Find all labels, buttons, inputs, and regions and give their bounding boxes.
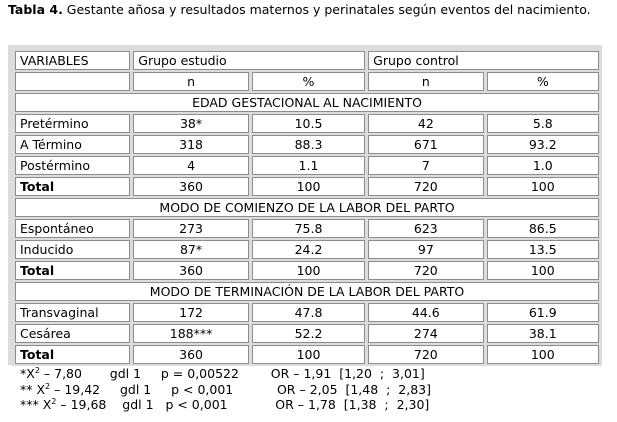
study-pct-cell: 47.8 <box>252 303 365 322</box>
control-n-cell: 720 <box>368 345 483 364</box>
header-control-pct: % <box>487 72 599 91</box>
control-pct-cell: 93.2 <box>487 135 599 154</box>
note-superscript: 2 <box>51 397 57 406</box>
note-prefix: *X <box>20 366 35 381</box>
results-table <box>12 49 602 366</box>
table-row <box>15 177 599 196</box>
table-row <box>15 114 599 133</box>
note-prefix: ** X <box>20 381 46 397</box>
study-n-cell: 360 <box>133 345 249 364</box>
section-header-row <box>15 198 599 217</box>
table-row <box>15 303 599 322</box>
control-n-cell: 720 <box>368 261 483 280</box>
row-label: A Término <box>15 135 130 154</box>
study-n-cell: 360 <box>133 261 249 280</box>
note-superscript: 2 <box>34 366 40 375</box>
control-pct-cell: 100 <box>487 345 599 364</box>
table-row <box>15 156 599 175</box>
header-study-pct: % <box>252 72 365 91</box>
note-statistics: – 7,80 gdl 1 p = 0,00522 OR – 1,91 [1,20 ; 3,01] <box>39 366 425 381</box>
note-line <box>20 382 431 398</box>
caption-label: Tabla 4. <box>8 2 63 17</box>
row-label: Postérmino <box>15 156 130 175</box>
table-row <box>15 240 599 259</box>
control-n-cell: 7 <box>368 156 483 175</box>
row-label: Cesárea <box>15 324 130 343</box>
header-group-study: Grupo estudio <box>133 51 365 70</box>
control-pct-cell: 5.8 <box>487 114 599 133</box>
row-label: Total <box>15 177 130 196</box>
control-pct-cell: 1.0 <box>487 156 599 175</box>
control-n-cell: 44.6 <box>368 303 483 322</box>
study-pct-cell: 52.2 <box>252 324 365 343</box>
section-header-row <box>15 93 599 112</box>
study-pct-cell: 100 <box>252 177 365 196</box>
header-study-n: n <box>133 72 249 91</box>
control-n-cell: 623 <box>368 219 483 238</box>
note-statistics: – 19,42 gdl 1 p < 0,001 OR – 2,05 [1,48 ; 2,83] <box>50 381 431 397</box>
study-pct-cell: 75.8 <box>252 219 365 238</box>
control-n-cell: 42 <box>368 114 483 133</box>
control-pct-cell: 61.9 <box>487 303 599 322</box>
header-group-control: Grupo control <box>368 51 599 70</box>
control-pct-cell: 13.5 <box>487 240 599 259</box>
table-frame <box>8 45 602 365</box>
table-row <box>15 219 599 238</box>
row-label: Total <box>15 261 130 280</box>
header-empty-cell <box>15 72 130 91</box>
section-title: MODO DE COMIENZO DE LA LABOR DEL PARTO <box>15 198 599 217</box>
study-pct-cell: 100 <box>252 261 365 280</box>
section-title: EDAD GESTACIONAL AL NACIMIENTO <box>15 93 599 112</box>
control-pct-cell: 86.5 <box>487 219 599 238</box>
control-n-cell: 720 <box>368 177 483 196</box>
study-n-cell: 38* <box>133 114 249 133</box>
control-pct-cell: 100 <box>487 261 599 280</box>
study-n-cell: 87* <box>133 240 249 259</box>
study-pct-cell: 10.5 <box>252 114 365 133</box>
row-label: Espontáneo <box>15 219 130 238</box>
note-prefix: *** X <box>20 397 52 412</box>
table-caption <box>8 1 609 18</box>
header-row-units <box>15 72 599 91</box>
table-row <box>15 261 599 280</box>
control-pct-cell: 38.1 <box>487 324 599 343</box>
study-n-cell: 273 <box>133 219 249 238</box>
row-label: Total <box>15 345 130 364</box>
note-superscript: 2 <box>45 381 51 391</box>
section-title: MODO DE TERMINACIÓN DE LA LABOR DEL PARTO <box>15 282 599 301</box>
study-n-cell: 172 <box>133 303 249 322</box>
table-row <box>15 135 599 154</box>
study-pct-cell: 24.2 <box>252 240 365 259</box>
study-pct-cell: 100 <box>252 345 365 364</box>
study-pct-cell: 88.3 <box>252 135 365 154</box>
study-n-cell: 318 <box>133 135 249 154</box>
statistics-notes <box>20 366 431 413</box>
study-n-cell: 360 <box>133 177 249 196</box>
control-n-cell: 671 <box>368 135 483 154</box>
control-n-cell: 97 <box>368 240 483 259</box>
table-row <box>15 324 599 343</box>
table-row <box>15 345 599 364</box>
note-line <box>20 366 431 382</box>
row-label: Pretérmino <box>15 114 130 133</box>
caption-text: Gestante añosa y resultados maternos y perinatales según eventos del nacimiento. <box>62 2 591 17</box>
row-label: Transvaginal <box>15 303 130 322</box>
study-pct-cell: 1.1 <box>252 156 365 175</box>
control-pct-cell: 100 <box>487 177 599 196</box>
header-variables: VARIABLES <box>15 51 130 70</box>
section-header-row <box>15 282 599 301</box>
study-n-cell: 188*** <box>133 324 249 343</box>
header-row-groups <box>15 51 599 70</box>
study-n-cell: 4 <box>133 156 249 175</box>
note-statistics: – 19,68 gdl 1 p < 0,001 OR – 1,78 [1,38 ; 2,30] <box>56 397 430 412</box>
row-label: Inducido <box>15 240 130 259</box>
control-n-cell: 274 <box>368 324 483 343</box>
note-line <box>20 397 431 413</box>
header-control-n: n <box>368 72 483 91</box>
